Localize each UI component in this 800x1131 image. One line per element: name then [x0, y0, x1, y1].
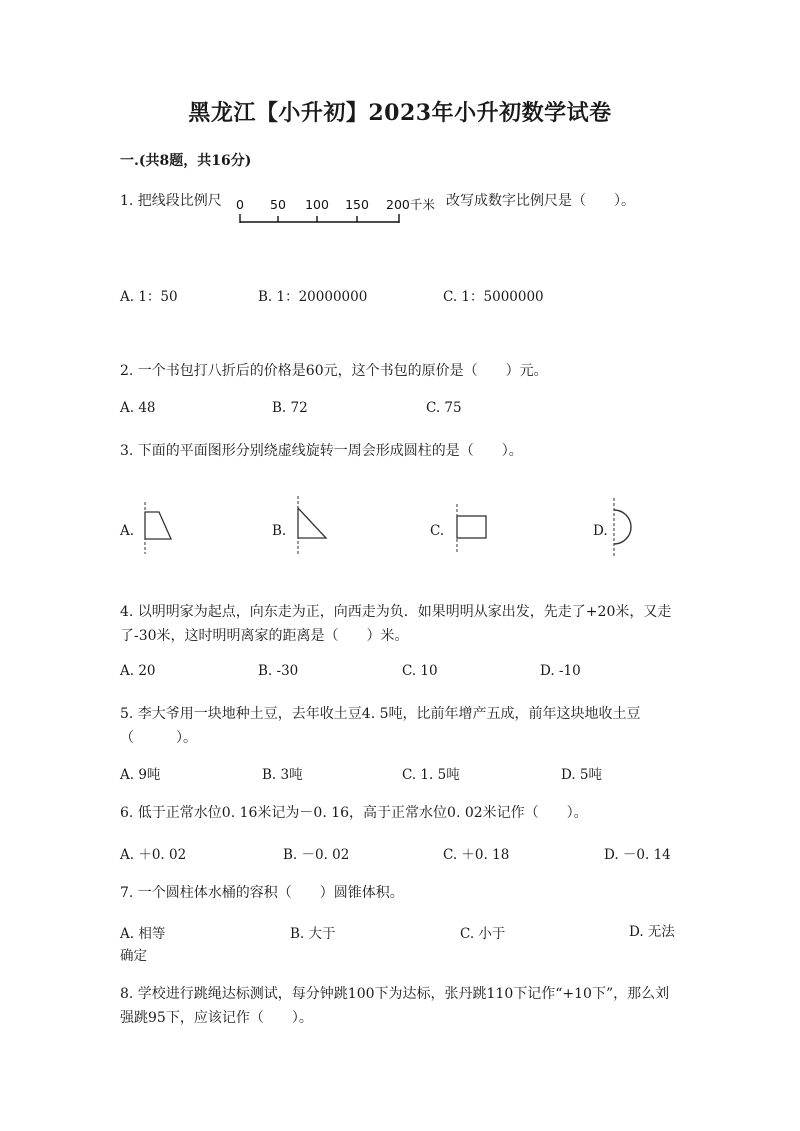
question-1-text-after: 改写成数字比例尺是（ ）。 [446, 193, 635, 209]
scale-label-200: 200千米 [386, 197, 435, 212]
q4-option-d: D. -10 [540, 663, 581, 679]
question-4-text: 4. 以明明家为起点，向东走为正，向西走为负．如果明明从家出发，先走了+20米，又走了-30米，这时明明离家的距离是（ ）米。 [120, 604, 672, 644]
question-7-text: 7. 一个圆柱体水桶的容积（ ）圆锥体积。 [120, 885, 404, 901]
scale-label-150: 150 [345, 197, 369, 212]
question-8-text: 8. 学校进行跳绳达标测试，每分钟跳100下为达标，张丹跳110下记作“+10下”，那么刘强跳95下，应该记作（ ）。 [120, 986, 670, 1026]
q6-option-b: B. －0. 02 [283, 847, 350, 863]
q2-option-c: C. 75 [426, 400, 462, 416]
q4-option-a: A. 20 [120, 663, 156, 679]
q5-option-a: A. 9吨 [120, 767, 161, 783]
q1-option-a: A. 1：50 [120, 289, 178, 305]
scale-label-100: 100 [305, 197, 329, 212]
q6-option-a: A. ＋0. 02 [120, 847, 187, 863]
trapezoid-icon [140, 500, 176, 556]
question-3-text: 3. 下面的平面图形分别绕虚线旋转一周会形成圆柱的是（ ）。 [120, 443, 523, 459]
q7-option-d: D. 无法确定 [120, 924, 675, 964]
q7-option-c: C. 小于 [460, 926, 506, 942]
question-6-text: 6. 低于正常水位0. 16米记为－0. 16，高于正常水位0. 02米记作（ ）。 [120, 805, 588, 821]
q3-option-c-label: C. [430, 523, 445, 539]
q3-option-d-label: D. [593, 523, 608, 539]
q7-option-b: B. 大于 [290, 926, 336, 942]
question-5-text: 5. 李大爷用一块地种土豆，去年收土豆4. 5吨，比前年增产五成，前年这块地收土豆（ ）。 [120, 706, 641, 746]
question-1-text-before: 1. 把线段比例尺 [120, 193, 222, 209]
q6-option-c: C. ＋0. 18 [443, 847, 510, 863]
q4-option-c: C. 10 [402, 663, 438, 679]
question-2-text: 2. 一个书包打八折后的价格是60元，这个书包的原价是（ ）元。 [120, 363, 548, 379]
section-heading: 一.(共8题，共16分) [120, 153, 252, 169]
triangle-icon [293, 494, 329, 558]
line-scale-figure [236, 196, 446, 230]
q3-option-a-label: A. [120, 523, 135, 539]
q5-option-c: C. 1. 5吨 [402, 767, 460, 783]
q4-option-b: B. -30 [258, 663, 299, 679]
q2-option-b: B. 72 [272, 400, 308, 416]
q3-option-b-label: B. [272, 523, 287, 539]
scale-label-0: 0 [236, 197, 244, 212]
q1-option-b: B. 1：20000000 [258, 289, 368, 305]
scale-label-50: 50 [270, 197, 286, 212]
q5-option-d: D. 5吨 [561, 767, 603, 783]
semicircle-icon [608, 496, 640, 558]
q5-option-b: B. 3吨 [262, 767, 303, 783]
q6-option-d: D. －0. 14 [604, 847, 671, 863]
q1-option-c: C. 1：5000000 [443, 289, 544, 305]
rectangle-icon [450, 502, 490, 554]
page-title: 黑龙江【小升初】2023年小升初数学试卷 [188, 100, 612, 126]
q7-option-a: A. 相等 [120, 926, 166, 942]
q2-option-a: A. 48 [120, 400, 156, 416]
